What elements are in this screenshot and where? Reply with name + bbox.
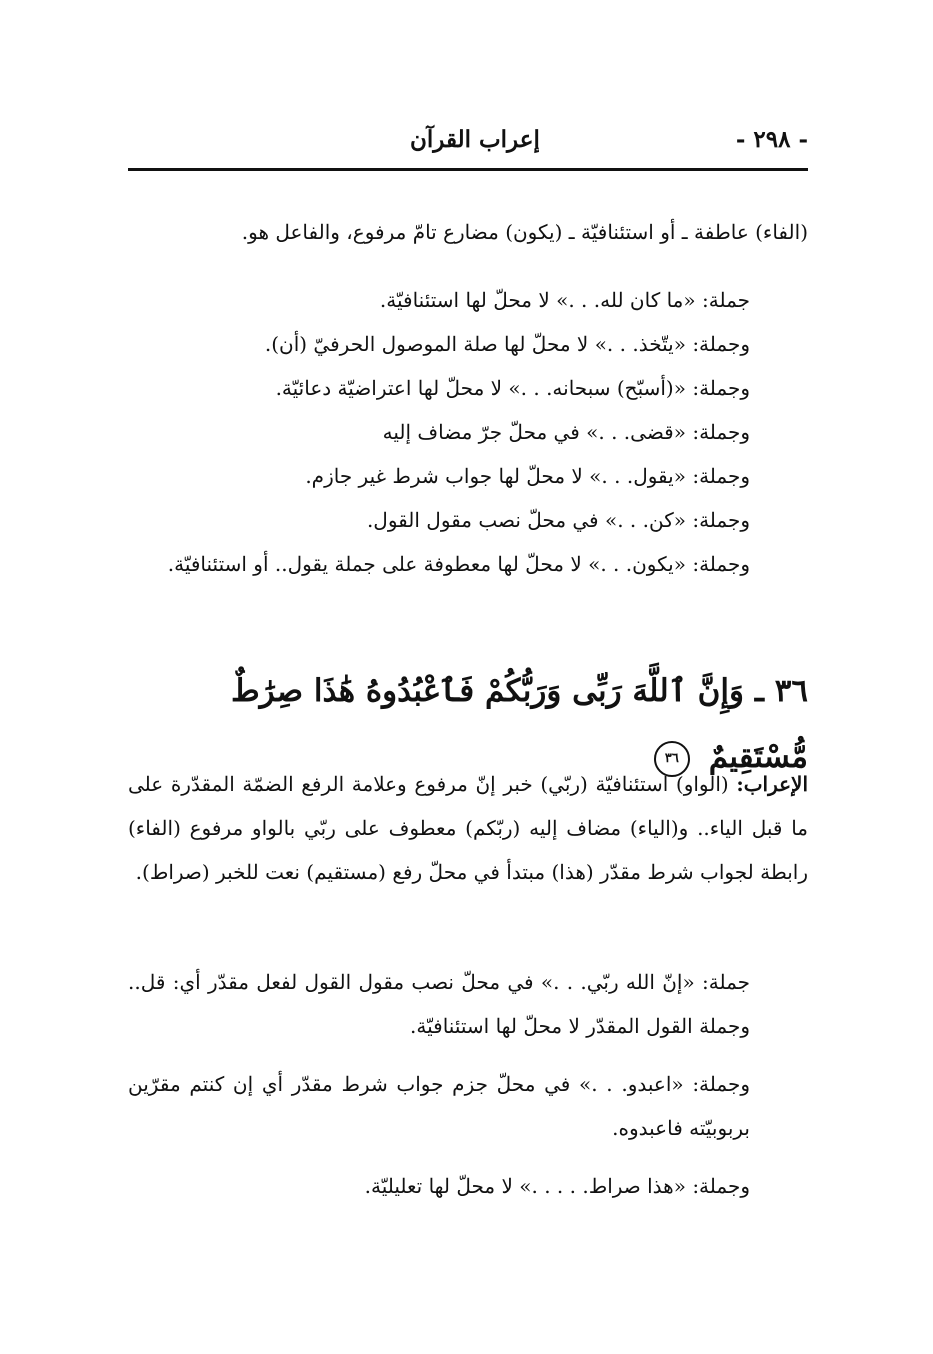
sentence-item: وجملة: «يقول. . .» لا محلّ لها جواب شرط غير جازم. [305,464,750,488]
sentence-item: وجملة: «يكون. . .» لا محلّ لها معطوفة على جملة يقول.. أو استئنافيّة. [167,552,750,576]
book-title: إعراب القرآن [410,126,540,153]
sentence-list-2 [128,960,808,1208]
sentence-item: وجملة: «(أسبّح) سبحانه. . .» لا محلّ لها اعتراضيّة دعائيّة. [275,376,750,400]
page-number: - ٢٩٨ - [735,126,808,153]
sentence-item: وجملة: «قضى. . .» في محلّ جرّ مضاف إليه [382,420,750,444]
verse-text: وَإِنَّ ٱللَّهَ رَبِّى وَرَبُّكُمْ فَٱعْبُدُوهُ هَٰذَا صِرَٰطٌ مُّسْتَقِيمٌ [231,673,808,775]
sentence-item: وجملة: «هذا صراط. . . . .» لا محلّ لها تعليليّة. [364,1174,750,1198]
sentence-item: وجملة: «يتّخذ. . .» لا محلّ لها صلة الموصول الحرفيّ (أن). [264,332,750,356]
irab-label: الإعراب: [736,772,809,796]
sentence-item: وجملة: «اعبدو. . .» في محلّ جزم جواب شرط مقدّر أي إن كنتم مقرّين بربوبيّته فاعبدوه. [128,1072,750,1140]
verse-number: ٣٦ ـ [754,673,808,709]
sentence-list-1 [128,278,808,586]
page-header [128,118,808,171]
verse-line [128,658,808,775]
irab-paragraph [128,762,808,894]
sentence-item: جملة: «إنّ الله ربّي. . .» في محلّ نصب مقول القول لفعل مقدّر أي: قل.. وجملة القول المقدّر لا محلّ لها استئنافيّة. [128,970,750,1038]
verse-end-marker: ٣٦ [654,741,690,777]
sentence-item: وجملة: «كن. . .» في محلّ نصب مقول القول. [366,508,750,532]
intro-paragraph: (الفاء) عاطفة ـ أو استئنافيّة ـ (يكون) مضارع تامّ مرفوع، والفاعل هو. [241,220,808,244]
sentence-item: جملة: «ما كان لله. . .» لا محلّ لها استئنافيّة. [379,288,750,312]
irab-text: (الواو) استئنافيّة (ربّي) خبر إنّ مرفوع وعلامة الرفع الضمّة المقدّرة على ما قبل الياء.. و(الياء) مضاف إليه (ربّكم) معطوف على ربّي بالواو مرفوع (الفاء) رابطة لجواب شرط مقدّر (هذا) مبتدأ في محلّ رفع (مستقيم) نعت للخبر (صراط). [128,772,808,884]
